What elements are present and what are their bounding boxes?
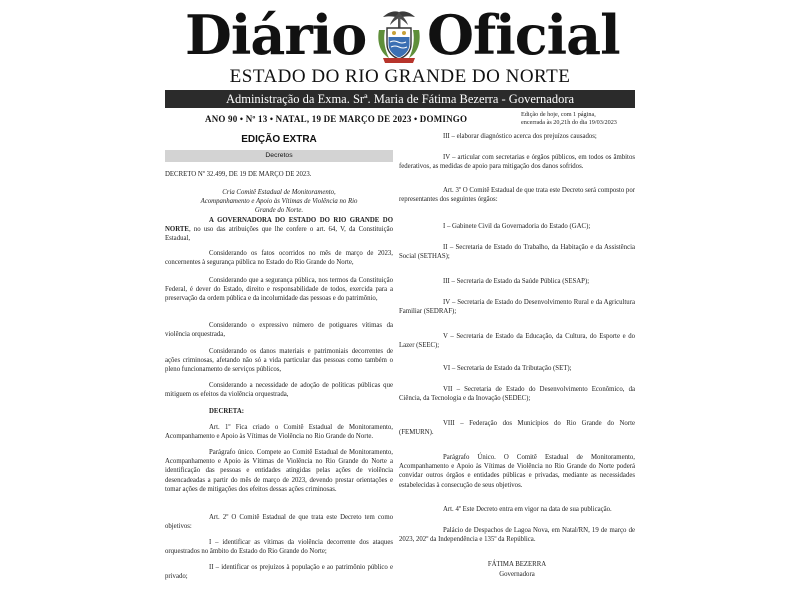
decree-ementa: Cria Comitê Estadual de Monitoramento, Acompanhamento e Apoio às Vítimas de Violência no Rio Grande do Norte. [200,189,358,215]
organ-7: VII – Secretaria de Estado do Desenvolvimento Econômico, da Ciência, da Tecnologia e da Inovação (SEDEC); [399,386,635,403]
article-3-paragraph: Parágrafo Único. O Comitê Estadual de Monitoramento, Acompanhamento e Apoio às Vítimas de Violência no Rio Grande do Norte poderá convidar outros órgãos e entidades públicas e privadas, mediante as necessidades estabelecidas à consecução de seus objetivos. [399,454,635,489]
organ-4: IV – Secretaria de Estado do Desenvolvimento Rural e da Agricultura Familiar (SEDRAF); [399,299,635,316]
issue-line: ANO 90 • Nº 13 • NATAL, 19 DE MARÇO DE 2023 • DOMINGO [205,114,468,124]
masthead [165,0,635,110]
article-1-paragraph: Parágrafo único. Compete ao Comitê Estadual de Monitoramento, Acompanhamento e Apoio às Vítimas de Violência no Rio Grande do Norte a identificação das pessoas e entidades atingidas pelas ações de violência desencadeadas a partir do mês de março de 2023, devendo prestar orientações e tomar ações de mitigações dos efeitos dessas ações criminosas. [165,449,393,493]
article-2-item-3: III – elaborar diagnóstico acerca dos prejuízos causados; [443,133,597,140]
signer-name: FÁTIMA BEZERRA [487,561,547,568]
article-2: Art. 2º O Comitê Estadual de que trata este Decreto tem como objetivos: [165,514,393,531]
edition-note [521,111,635,127]
organ-3: III – Secretaria de Estado da Saúde Pública (SESAP); [443,278,590,285]
governor-preamble-text: , no uso das atribuições que lhe confere o art. 64, V, da Constituição Estadual, [165,226,393,243]
title-left-word: Diário [185,3,367,67]
considerando-4: Considerando os danos materiais e patrimoniais decorrentes de ações criminosas, afetando não só a vida particular das pessoas como também o pleno funcionamento de serviços públicos, [165,348,393,374]
section-decretos: Decretos [165,150,393,162]
considerando-3: Considerando o expressivo número de potiguares vítimas da violência orquestrada, [165,322,393,339]
administration-band: Administração da Exma. Srª. Maria de Fátima Bezerra - Governadora [165,90,635,108]
palace-dateline: Palácio de Despachos de Lagoa Nova, em Natal/RN, 19 de março de 2023, 202º da Independência e 135º da República. [399,527,635,544]
considerando-5: Considerando a necessidade de adoção de políticas públicas que mitiguem os efeitos da violência orquestrada, [165,382,393,399]
title-right-word: Oficial [427,3,620,67]
governor-preamble [165,216,393,244]
edition-extra-heading: EDIÇÃO EXTRA [241,134,317,145]
article-1: Art. 1º Fica criado o Comitê Estadual de Monitoramento, Acompanhamento e Apoio às Vítimas de Violência no Rio Grande do Norte. [165,424,393,441]
decree-number: DECRETO Nº 32.499, DE 19 DE MARÇO DE 2023. [165,171,312,178]
governor-preamble-bold: A GOVERNADORA DO ESTADO DO RIO GRANDE DO NORTE [165,217,393,234]
considerando-1: Considerando os fatos ocorridos no mês de março de 2023, concernentes à segurança pública no Estado do Rio Grande do Norte, [165,250,393,267]
article-2-item-1: I – identificar as vítimas da violência decorrente dos ataques orquestrados no âmbito do Estado do Rio Grande do Norte; [165,539,393,556]
organ-2: II – Secretaria de Estado do Trabalho, da Habitação e da Assistência Social (SETHAS); [399,244,635,261]
organ-1: I – Gabinete Civil da Governadoria do Estado (GAC); [443,223,591,230]
organ-5: V – Secretaria de Estado da Educação, da Cultura, do Esporte e do Lazer (SEEC); [399,333,635,350]
state-subtitle: ESTADO DO RIO GRANDE DO NORTE [229,66,571,87]
decreta-heading: DECRETA: [209,408,244,415]
considerando-2: Considerando que a segurança pública, nos termos da Constituição Federal, é dever do Estado, direito e responsabilidade de todos, exercida para a preservação da ordem pública e da incolumidade das pessoas e do patrimônio, [165,277,393,303]
organ-6: VI – Secretaria de Estado da Tributação (SET); [443,365,572,372]
coat-of-arms-icon [373,8,425,64]
edition-note-line-2: encerrada às 20,21h do dia 19/03/2023 [521,119,617,126]
edition-note-line-1: Edição de hoje, com 1 página, [521,111,596,118]
article-4: Art. 4º Este Decreto entra em vigor na data de sua publicação. [443,506,612,513]
article-2-item-2: II – identificar os prejuízos à população e ao patrimônio público e privado; [165,564,393,581]
organ-8: VIII – Federação dos Municípios do Rio Grande do Norte (FEMURN). [399,420,635,437]
article-2-item-4: IV – articular com secretarias e órgãos públicos, em todos os âmbitos federativos, as medidas de apoio para mitigação dos danos sofridos. [399,154,635,171]
newspaper-title [165,2,635,68]
article-3: Art. 3º O Comitê Estadual de que trata este Decreto será composto por representantes dos seguintes órgãos: [399,187,635,204]
signer-role: Governadora [499,571,535,578]
